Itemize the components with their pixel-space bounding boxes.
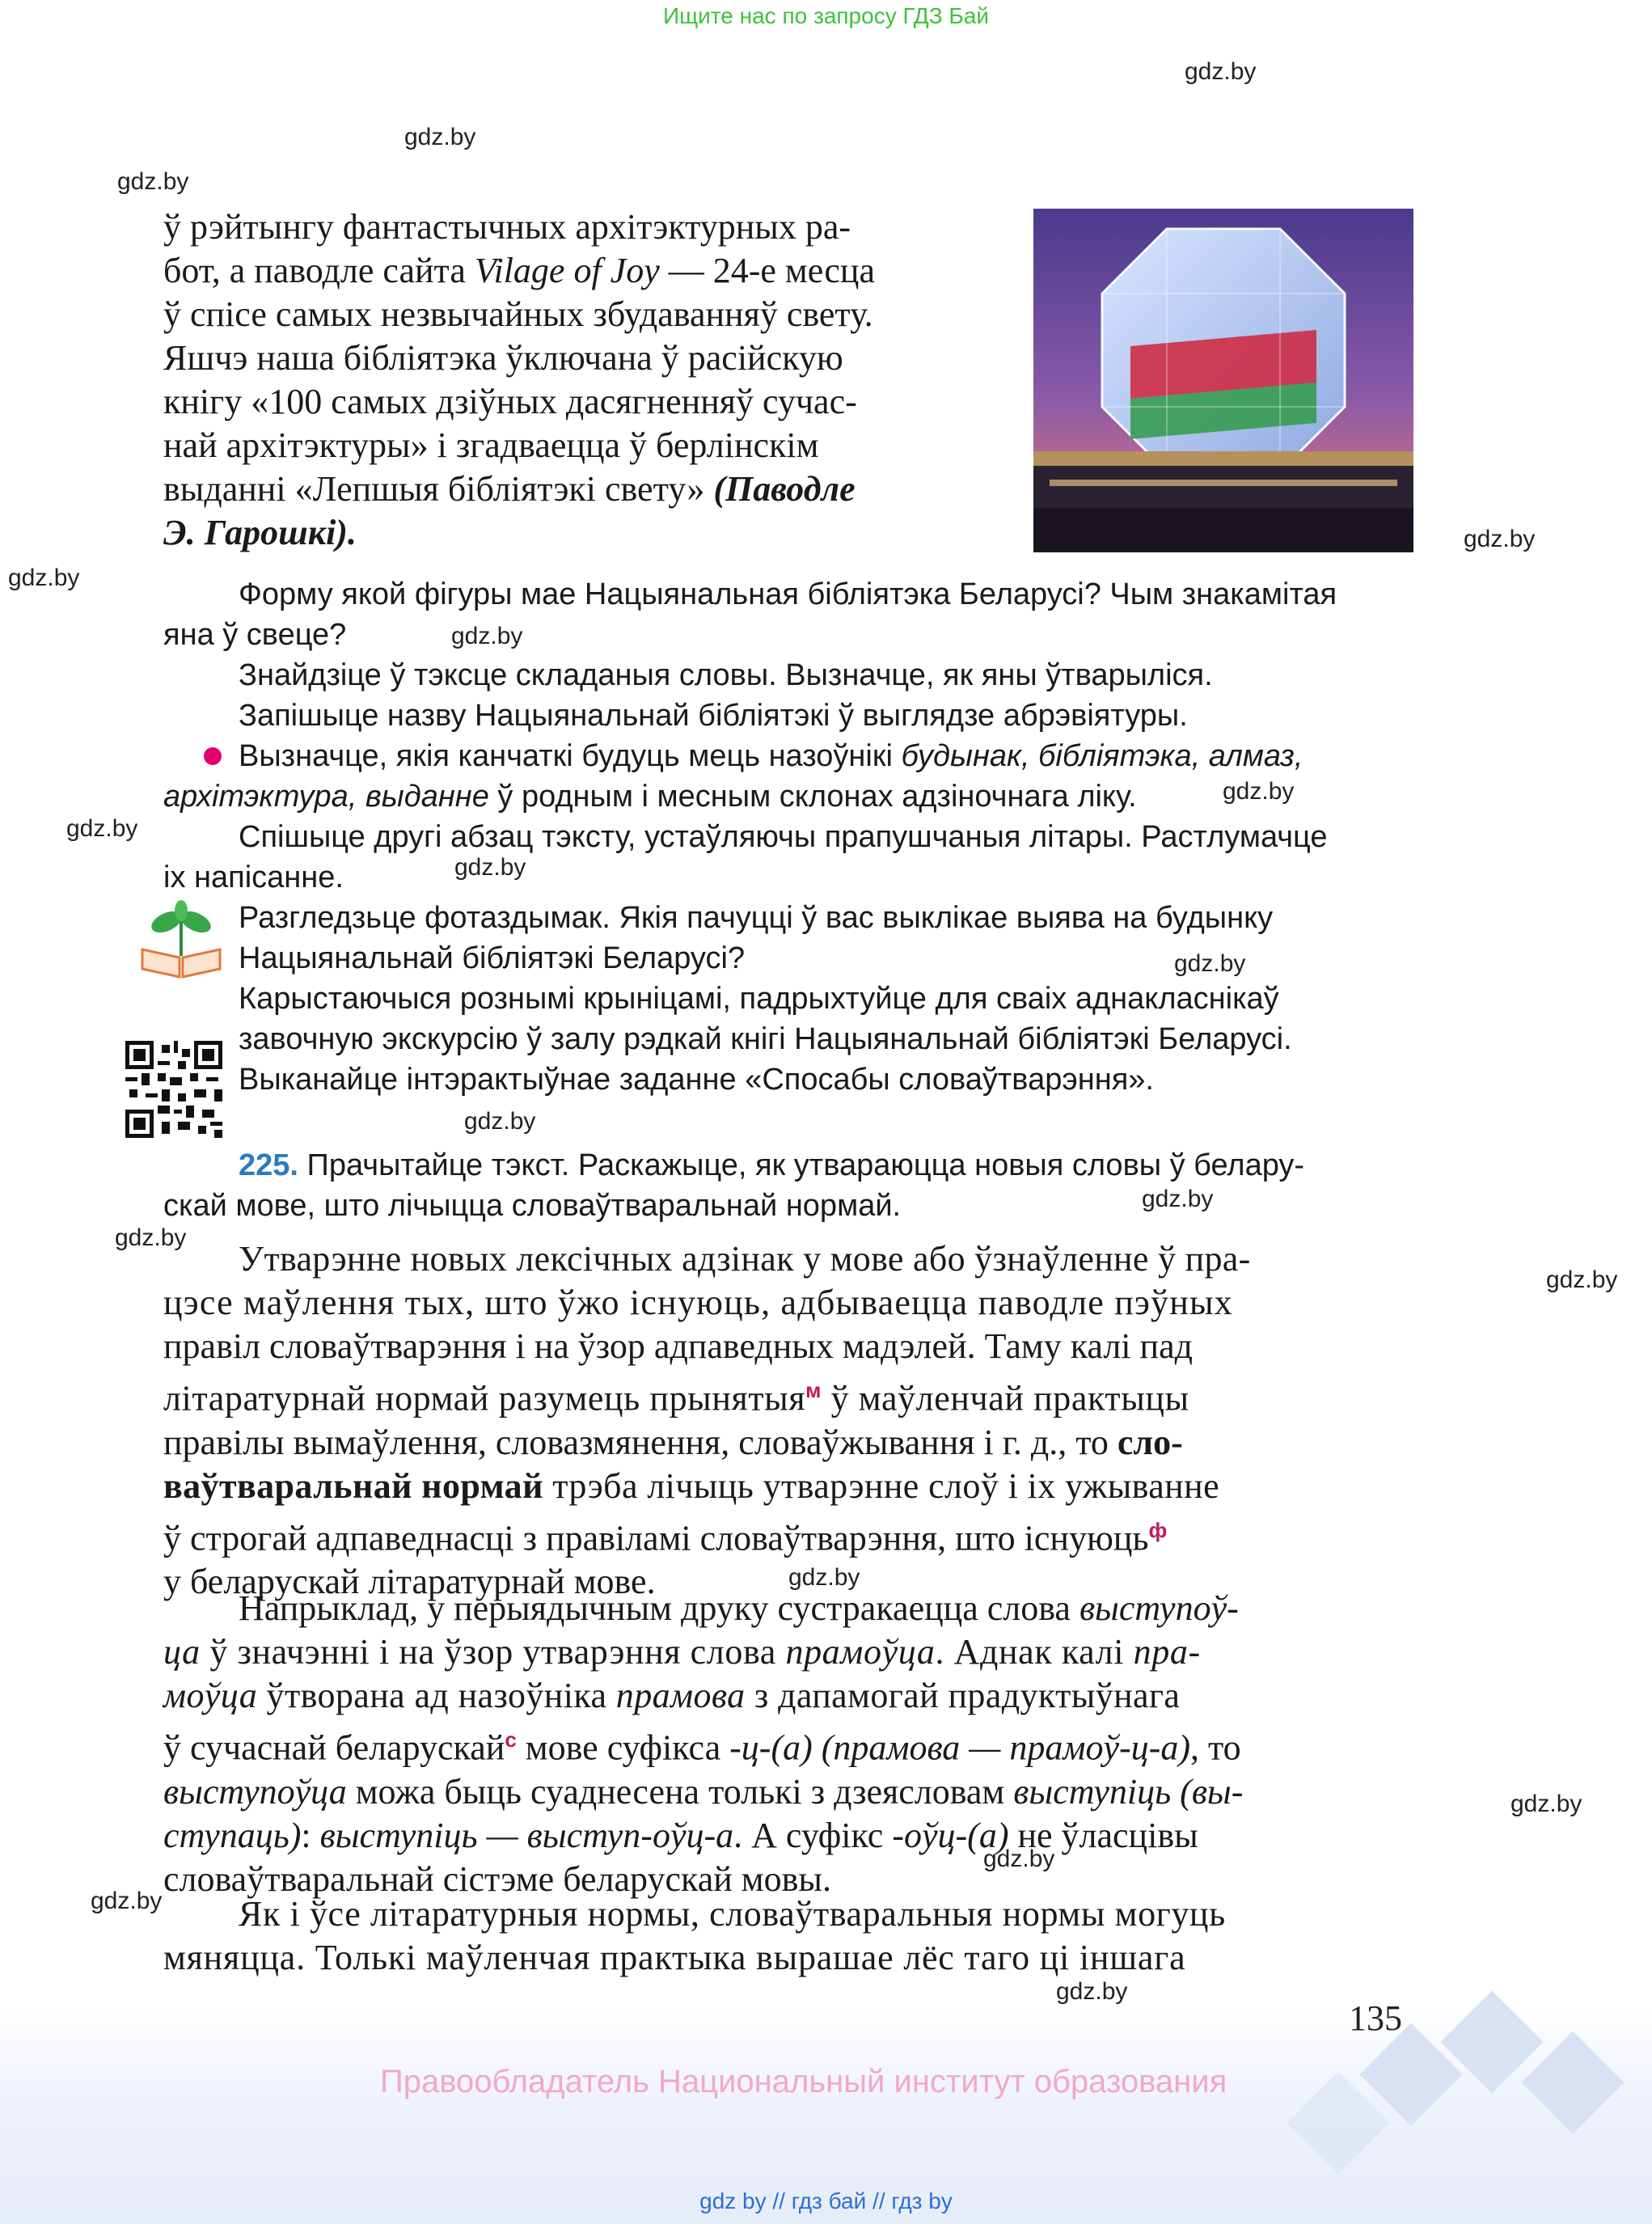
watermark: gdz.by <box>115 1224 187 1251</box>
question-2: Знайдзіце ў тэксце складаныя словы. Вызначце, як яны ўтварыліся. <box>239 658 1213 692</box>
question-1: Форму якой фігуры мае Нацыянальная бібліятэка Беларусі? Чым знакамітая яна ў свеце? <box>163 577 1337 652</box>
watermark: gdz.by <box>1185 58 1257 85</box>
watermark: gdz.by <box>788 1564 860 1591</box>
watermark: gdz.by <box>1464 526 1536 552</box>
question-6: Разгледзьце фотаздымак. Якія пачуцці ў вас выклікае выява на будынку Нацыянальнай бібліятэкі Беларусі? <box>239 901 1274 975</box>
watermark: gdz.by <box>8 564 80 591</box>
paragraph-3: Як і ўсе літаратурныя нормы, словаўтваральныя нормы могуць мяняцца. Толькі маўленчая практыка вырашае лёс таго ці іншага <box>163 1894 1226 1977</box>
text-line: ў рэйтынгу фантастычных архітэктурных ра- <box>163 207 851 247</box>
watermark: gdz.by <box>1174 950 1246 977</box>
watermark: gdz.by <box>91 1888 163 1914</box>
watermark: gdz.by <box>1510 1791 1582 1817</box>
book-plant-icon <box>136 899 226 980</box>
intro-paragraph <box>163 205 988 555</box>
top-banner: Ищите нас по запросу ГДЗ Бай <box>662 3 990 28</box>
question-7: Карыстаючыся рознымі крыніцамі, падрыхтуйце для сваіх аднакласнікаў завочную экскурсію ў залу рэдкай кнігі Нацыянальнай бібліятэкі Беларусі. <box>239 982 1292 1056</box>
watermark: gdz.by <box>1546 1266 1618 1293</box>
qr-code-icon[interactable] <box>125 1041 222 1138</box>
exercise-225-instruction: 225. Прачытайце тэкст. Раскажыце, як утвараюцца новыя словы ў белару- скай мове, што лічыцца словаўтваральнай нормай. <box>163 1148 1305 1223</box>
superscript-marker: ф <box>1148 1517 1168 1542</box>
watermark: gdz.by <box>404 124 476 150</box>
watermark: gdz.by <box>117 168 189 195</box>
text-line: най архітэктуры» і згадваецца ў берлінскім <box>163 425 819 465</box>
source-attribution: Э. Гарошкі). <box>163 513 357 552</box>
watermark: gdz.by <box>451 623 523 649</box>
watermark: gdz.by <box>464 1108 536 1135</box>
watermark: gdz.by <box>983 1846 1055 1872</box>
text-line: выданні «Лепшыя бібліятэкі свету» (Паводле <box>163 469 856 509</box>
text-line: Яшчэ наша бібліятэка ўключана ў расійскую <box>163 338 843 378</box>
footer-links[interactable]: gdz by // гдз бай // гдз by <box>699 2188 953 2213</box>
key-term: ваўтваральнай нормай <box>163 1465 543 1506</box>
copyright-notice: Правообладатель Национальный институт образования <box>380 2064 1227 2099</box>
text-line: кнігу «100 самых дзіўных дасягненняў сучас- <box>163 382 857 421</box>
watermark: gdz.by <box>66 815 138 842</box>
page-number: 135 <box>1349 1998 1402 2038</box>
watermark: gdz.by <box>1142 1186 1214 1212</box>
question-8: Выканайце інтэрактыўнае заданне «Спосабы словаўтварэння». <box>239 1063 1154 1097</box>
library-photo <box>1033 209 1413 552</box>
exercise-number: 225. <box>239 1148 298 1182</box>
paragraph-2: Напрыклад, у перыядычным друку сустракаецца слова выступоў- ца ў значэнні і на ўзор утварэння слова прамоўца. Аднак калі пра- моўца ўтворана ад назоўніка прамова з дапамогай прадуктыўнага ў сучаснай беларускай$^с$ мове суфікса -ц-(а) (прамова — прамоў-ц-а), то выступоўца можа быць суаднесена толькі з дзеясловам выступіць (вы- ступаць): выступіць — выступ-оўц-а. А суфікс -оўц-(а) не ўласцівы словаўтваральнай сістэме беларускай мовы. <box>163 1588 1244 1899</box>
watermark: gdz.by <box>1056 1978 1128 2005</box>
library-photo-image <box>1033 209 1413 552</box>
watermark: gdz.by <box>1223 778 1295 805</box>
superscript-marker: м <box>805 1378 822 1402</box>
superscript-marker: с <box>505 1727 517 1752</box>
watermark: gdz.by <box>454 854 526 881</box>
text-line: ў спісе самых незвычайных збудаванняў свету. <box>163 294 873 334</box>
question-4: Вызначце, якія канчаткі будуць мець назоўнікі будынак, бібліятэка, алмаз, архітэктура, выданне ў родным і месным склонах адзіночнага ліку. <box>163 739 1303 814</box>
paragraph-1: Утварэнне новых лексічных адзінак у мове або ўзнаўленне ў пра- цэсе маўлення тых, што ўжо існуюць, адбываецца паводле пэўных правіл словаўтварэння і на ўзор адпаведных мадэлей. Таму калі пад літаратурнай нормай разумець прынятыя$^м$ ў маўленчай практыцы правілы вымаўлення, словазмянення, словаўжывання і г. д., то сло- ваўтваральнай нормай трэба лічыць утварэнне слоў і іх ужыванне ў строгай адпаведнасці з правіламі словаўтварэння, што існуюць$^ф$ у беларускай літаратурнай мове. <box>163 1239 1251 1602</box>
question-3: Запішыце назву Нацыянальнай бібліятэкі ў выглядзе абрэвіятуры. <box>239 699 1188 733</box>
question-5: Спішыце другі абзац тэксту, устаўляючы прапушчаныя літары. Растлумачце іх напісанне. <box>163 820 1328 894</box>
text-line: бот, а паводле сайта Vilage of Joy — 24-е месца <box>163 251 875 290</box>
